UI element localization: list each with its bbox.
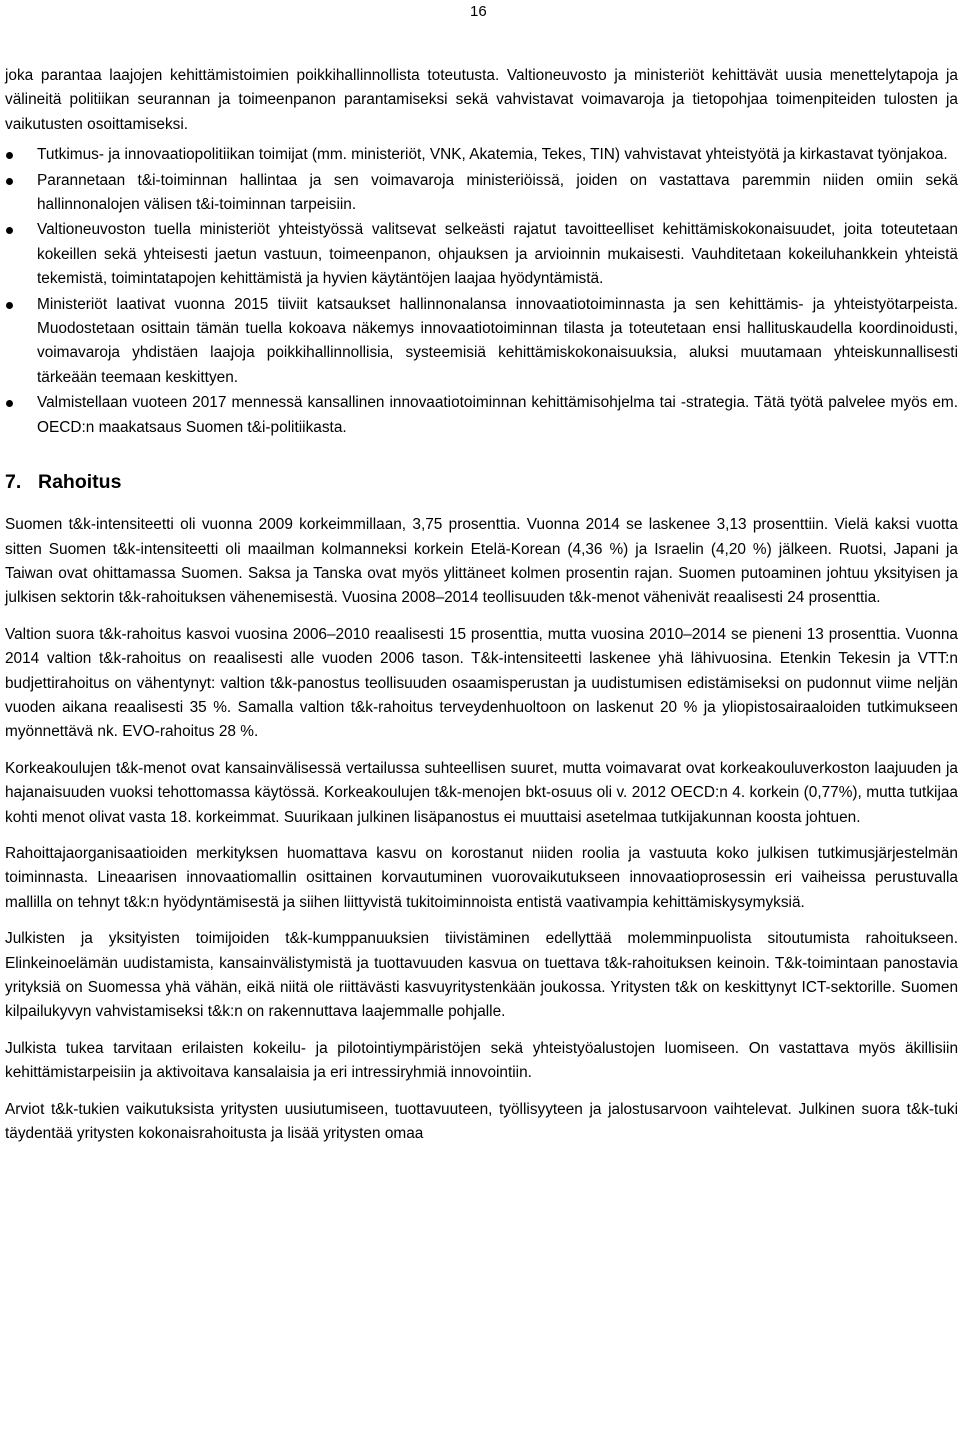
paragraph: Julkista tukea tarvitaan erilaisten kokeilu- ja pilotointiympäristöjen sekä yhteistyöalustojen luomiseen. On vastattava myös äkillisiin kehittämistarpeisiin ja aktivoitava kansalaisia ja eri intressiryhmiä innovointiin. [5,1039,958,1082]
bullet-item [5,169,958,218]
paragraph: Julkisten ja yksityisten toimijoiden t&k-kumppanuuksien tiivistäminen edellyttää molemminpuolista sitoutumista rahoitukseen. Elinkeinoelämän uudistamista, kansainvälistymistä ja tuottavuuden kasvua on tuettava t&k-rahoituksen keinoin. T&k-toimintaan panostavia yrityksiä on Suomessa yhä vähän, eikä niitä ole riittävästi kasvuyritystenkään joukossa. Yritysten t&k on keskittynyt ICT-sektorille. Suomen kilpailukyvyn vahvistamiseksi t&k:n on rakennuttava laajemmalle pohjalle. [5,930,958,1021]
bullet-text: Tutkimus- ja innovaatiopolitiikan toimijat (mm. ministeriöt, VNK, Akatemia, Tekes, TIN) vahvistavat yhteistyötä ja kirkastavat työnjakoa. [37,146,948,164]
paragraph: Suomen t&k-intensiteetti oli vuonna 2009 korkeimmillaan, 3,75 prosenttia. Vuonna 2014 se laskenee 3,13 prosenttiin. Vielä kaksi vuotta sitten Suomen t&k-intensiteetti oli maailman kolmanneksi korkein Etelä-Korean (4,36 %) ja Israelin (4,20 %) jälkeen. Ruotsi, Japani ja Taiwan ovat ohittamassa Suomen. Saksa ja Tanska ovat myös ylittäneet kolmen prosentin rajan. Suomen putoaminen johtuu yksityisen ja julkisen sektorin t&k-rahoituksen vähenemisestä. Vuosina 2008–2014 teollisuuden t&k-menot vähenivät reaalisesti 24 prosenttia. [5,516,958,607]
paragraph: Valtion suora t&k-rahoitus kasvoi vuosina 2006–2010 reaalisesti 15 prosenttia, mutta vuosina 2010–2014 se pieneni 13 prosenttia. Vuonna 2014 valtion t&k-rahoitus on reaalisesti alle vuoden 2006 tason. T&k-intensiteetti laskenee yhä lähivuosina. Etenkin Tekesin ja VTT:n budjettirahoitus on vähentynyt: valtion t&k-panostus teollisuuden osaamisperustan ja uudistumisen edistämiseksi on pudonnut viime neljän vuoden aikana reaalisesti 35 %. Samalla valtion t&k-rahoitus terveydenhuoltoon on laskenut 20 % ja yliopistosairaaloiden tutkimukseen myönnettävä nk. EVO-rahoitus 28 %. [5,625,958,741]
paragraph: Arviot t&k-tukien vaikutuksista yritysten uusiutumiseen, tuottavuuteen, työllisyyteen ja jalostusarvoon vaihtelevat. Julkinen suora t&k-tuki täydentää yritysten kokonaisrahoitusta ja lisää yritysten omaa [5,1100,958,1143]
bullet-icon [6,302,13,309]
intro-paragraph: joka parantaa laajojen kehittämistoimien poikkihallinnollista toteutusta. Valtioneuvosto ja ministeriöt kehittävät uusia menettelytapoja ja välineitä politiikan seurannan ja toimeenpanon parantamiseksi sekä vahvistavat voimavaroja ja tietopohjaa toimenpiteiden tulosten ja vaikutusten osoittamiseksi. [5,67,958,133]
section-number: 7. [5,471,22,494]
page-number: 16 [470,3,487,20]
bullet-text: Valtioneuvoston tuella ministeriöt yhteistyössä valitsevat selkeästi rajatut tavoitteelliset kehittämiskokonaisuudet, joita toteutetaan kokeillen sekä yhteisesti jaetun vastuun, toimeenpanon, ohjauksen ja arvioinnin mukaisesti. Vauhditetaan kokeiluhankkein yhteistä tekemistä, toimintatapojen kehittämistä ja hyvien käytäntöjen laajaa hyödyntämistä. [37,221,958,288]
section-heading [5,469,958,495]
paragraph: Rahoittajaorganisaatioiden merkityksen huomattava kasvu on korostanut niiden roolia ja vastuuta koko julkisen tutkimusjärjestelmän toiminnasta. Lineaarisen innovaatiomallin osittainen korvautuminen vuorovaikutukseen innovaatioprosessin eri vaiheissa perustuvalla mallilla on tehnyt t&k:n hyödyntämisestä ja siihen liittyvistä tukitoiminnoista entistä vaativampia kehittämiskysymyksiä. [5,844,958,911]
bullet-text: Valmistellaan vuoteen 2017 mennessä kansallinen innovaatiotoiminnan kehittämisohjelma tai -strategia. Tätä työtä palvelee myös em. OECD:n maakatsaus Suomen t&i-politiikasta. [37,394,958,436]
paragraph: Korkeakoulujen t&k-menot ovat kansainvälisessä vertailussa suhteellisen suuret, mutta voimavarat ovat korkeakouluverkoston laajuuden ja hajanaisuuden vuoksi tehottomassa käytössä. Korkeakoulujen t&k-menojen bkt-osuus oli v. 2012 OECD:n 4. korkein (0,77%), mutta tutkijaa kohti menot olivat vasta 18. korkeimmat. Suurikaan julkinen lisäpanostus ei muuttaisi asetelmaa tutkijakunnan koosta johtuen. [5,759,958,826]
bullet-item [5,218,958,291]
bullet-item [5,143,958,167]
bullet-icon [6,400,13,407]
bullet-item [5,391,958,440]
bullet-icon [6,178,13,185]
bullet-icon [6,227,13,234]
bullet-text: Parannetaan t&i-toiminnan hallintaa ja sen voimavaroja ministeriöissä, joiden on vastattava paremmin niiden omiin sekä hallinnonalojen välisen t&i-toiminnan tarpeisiin. [37,171,958,214]
bullet-list [5,143,958,440]
bullet-item [5,293,958,391]
bullet-text: Ministeriöt laativat vuonna 2015 tiiviit katsaukset hallinnonalansa innovaatiotoiminnasta ja sen kehittämis- ja yhteistyötarpeista. Muodostetaan osittain tämän tuella kokoava näkemys innovaatiotoiminnan tilasta ja toteutetaan ensi hallituskaudella koordinoidusti, voimavaroja yhdistäen laajoja poikkihallinnollisia, systeemisiä kehittämiskokonaisuuksia, aluksi muutamaan yhteiskunnallisesti tärkeään teemaan keskittyen. [37,295,958,386]
bullet-icon [6,152,13,159]
section-title: Rahoitus [38,471,122,494]
document-body [5,64,958,1158]
